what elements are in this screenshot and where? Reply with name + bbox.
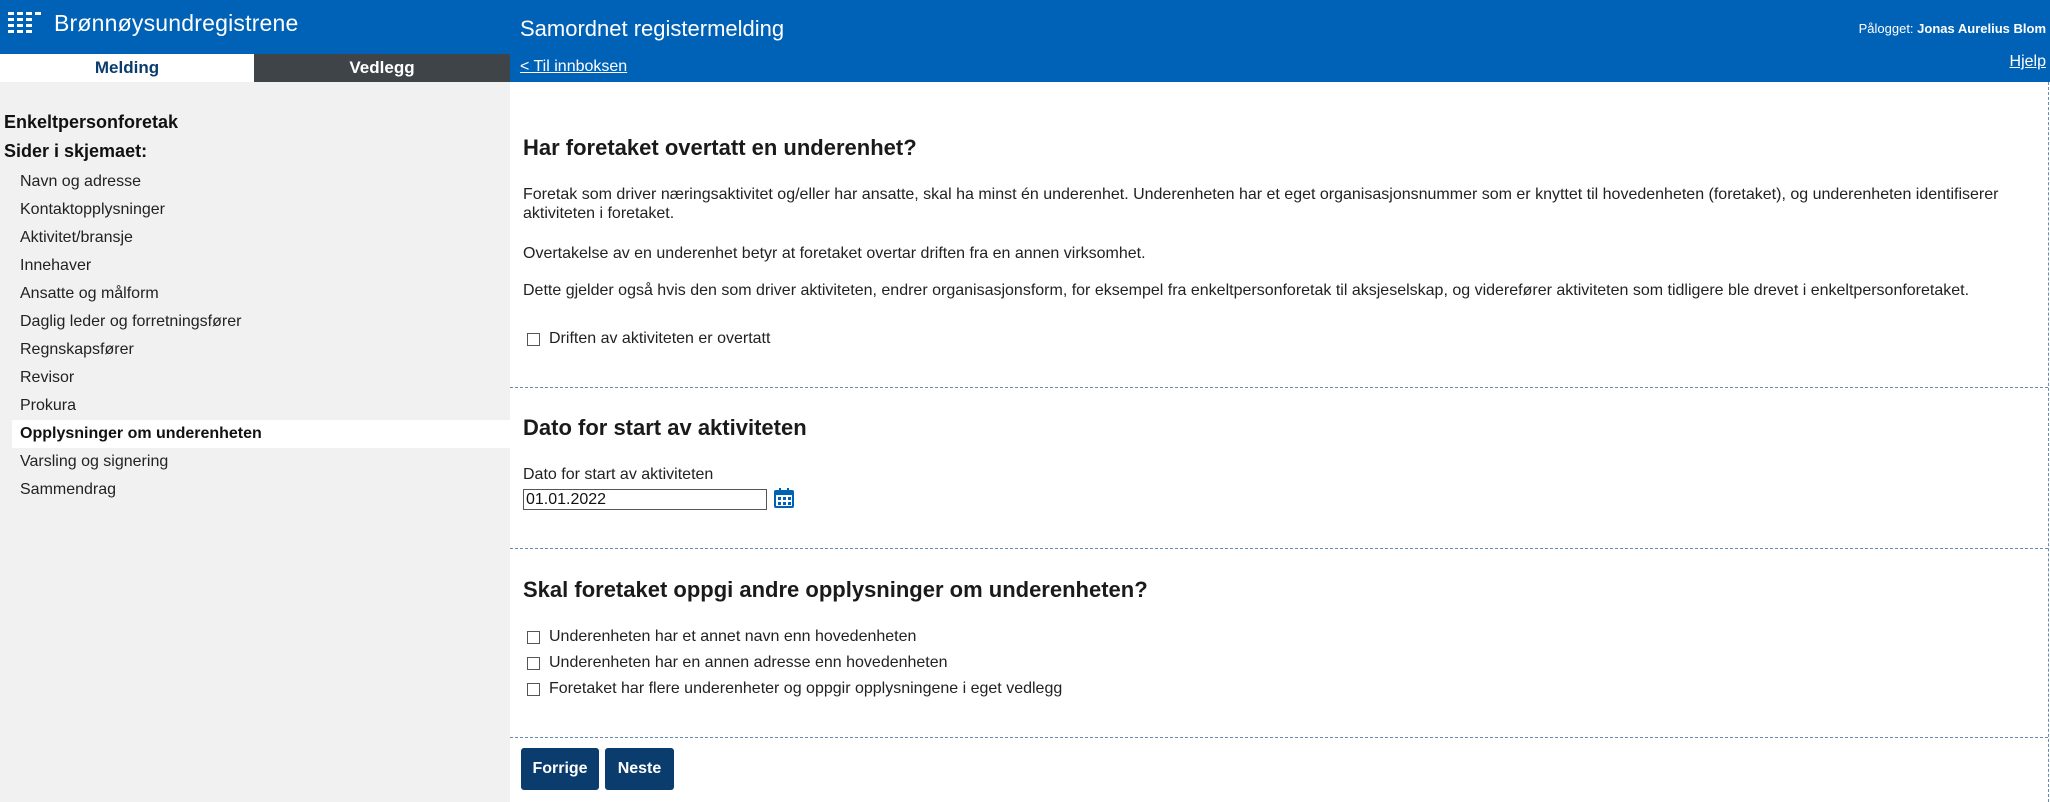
pages-heading: Sider i skjemaet:: [4, 141, 148, 161]
tab-bar: [0, 54, 510, 82]
section-title-andre-opplysninger: Skal foretaket oppgi andre opplysninger om underenheten?: [523, 577, 1148, 602]
checkbox-label: Foretaket har flere underenheter og oppgir opplysningene i eget vedlegg: [549, 680, 1063, 697]
checkbox-label: Underenheten har et annet navn enn hovedenheten: [549, 628, 917, 645]
app-title: Samordnet registermelding: [520, 16, 785, 41]
top-header: [0, 0, 2050, 56]
brand-logo[interactable]: [8, 10, 299, 37]
checkbox-driften-overtatt[interactable]: [527, 330, 770, 348]
checkbox-annet-navn[interactable]: [527, 628, 916, 646]
back-to-inbox-link[interactable]: < Til innboksen: [520, 58, 628, 75]
form-pages-list: [12, 168, 510, 504]
checkbox-box[interactable]: [527, 333, 540, 346]
sidebar-item-prokura[interactable]: Prokura: [20, 397, 77, 414]
sidebar-item-kontaktopplysninger[interactable]: Kontaktopplysninger: [20, 201, 165, 218]
calendar-icon[interactable]: [773, 487, 795, 509]
logo-text: Brønnøysundregistrene: [54, 10, 299, 36]
info-paragraph-3: Dette gjelder også hvis den som driver aktiviteten, endrer organisasjonsform, for eksempel fra enkeltpersonforetak til aksjeselskap, og viderefører aktiviteten som tidligere ble drevet i enkeltpersonforetaket.: [523, 282, 1970, 299]
sidebar-item-revisor[interactable]: Revisor: [20, 369, 75, 386]
sidebar-item-ansatte-og-malform[interactable]: Ansatte og målform: [20, 285, 159, 302]
section-title-overtatt-underenhet: Har foretaket overtatt en underenhet?: [523, 135, 917, 160]
help-link[interactable]: Hjelp: [2009, 53, 2046, 70]
section-divider: [510, 387, 2048, 388]
sidebar-item-aktivitet-bransje[interactable]: Aktivitet/bransje: [20, 229, 133, 246]
sidebar-item-regnskapsforer[interactable]: Regnskapsfører: [20, 341, 134, 358]
next-button[interactable]: Neste: [605, 748, 674, 790]
sidebar: [0, 82, 510, 802]
start-date-input[interactable]: [523, 489, 767, 510]
info-paragraph-1: Foretak som driver næringsaktivitet og/eller har ansatte, skal ha minst én underenhet. Underenheten har et eget organisasjonsnummer som er knyttet til hovedenheten (foretaket), og underenheten identifiserer aktiviteten i foretaket.: [523, 186, 1999, 222]
sidebar-item-sammendrag[interactable]: Sammendrag: [20, 481, 117, 498]
info-paragraph-2: Overtakelse av en underenhet betyr at foretaket overtar driften fra en annen virksomhet.: [523, 245, 1146, 262]
checkbox-box[interactable]: [527, 657, 540, 670]
logged-in-user: [1859, 21, 2046, 36]
org-type-heading: Enkeltpersonforetak: [4, 112, 179, 132]
checkbox-label: Underenheten har en annen adresse enn hovedenheten: [549, 654, 948, 671]
sidebar-item-opplysninger-om-underenheten[interactable]: Opplysninger om underenheten: [12, 420, 510, 448]
sidebar-item-innehaver[interactable]: Innehaver: [20, 257, 92, 274]
sub-navigation-bar: [510, 53, 2050, 82]
section-divider: [510, 737, 2048, 738]
checkbox-annen-adresse[interactable]: [527, 654, 948, 672]
user-prefix: Pålogget:: [1858, 21, 1914, 36]
section-divider: [510, 548, 2048, 549]
previous-button[interactable]: Forrige: [521, 748, 599, 790]
sidebar-item-varsling-og-signering[interactable]: Varsling og signering: [20, 453, 169, 470]
tab-vedlegg[interactable]: Vedlegg: [254, 54, 510, 82]
checkbox-box[interactable]: [527, 631, 540, 644]
checkbox-flere-underenheter[interactable]: [527, 680, 1062, 698]
sidebar-item-navn-og-adresse[interactable]: Navn og adresse: [20, 173, 141, 190]
section-title-dato-start: Dato for start av aktiviteten: [523, 415, 807, 440]
checkbox-label: Driften av aktiviteten er overtatt: [549, 330, 771, 347]
checkbox-box[interactable]: [527, 683, 540, 696]
date-field-label: Dato for start av aktiviteten: [523, 466, 714, 483]
logo-icon: [8, 11, 42, 37]
tab-melding[interactable]: Melding: [0, 54, 254, 82]
sidebar-item-daglig-leder[interactable]: Daglig leder og forretningsfører: [20, 313, 242, 330]
user-name: Jonas Aurelius Blom: [1917, 21, 2046, 36]
main-content: [510, 82, 2049, 802]
